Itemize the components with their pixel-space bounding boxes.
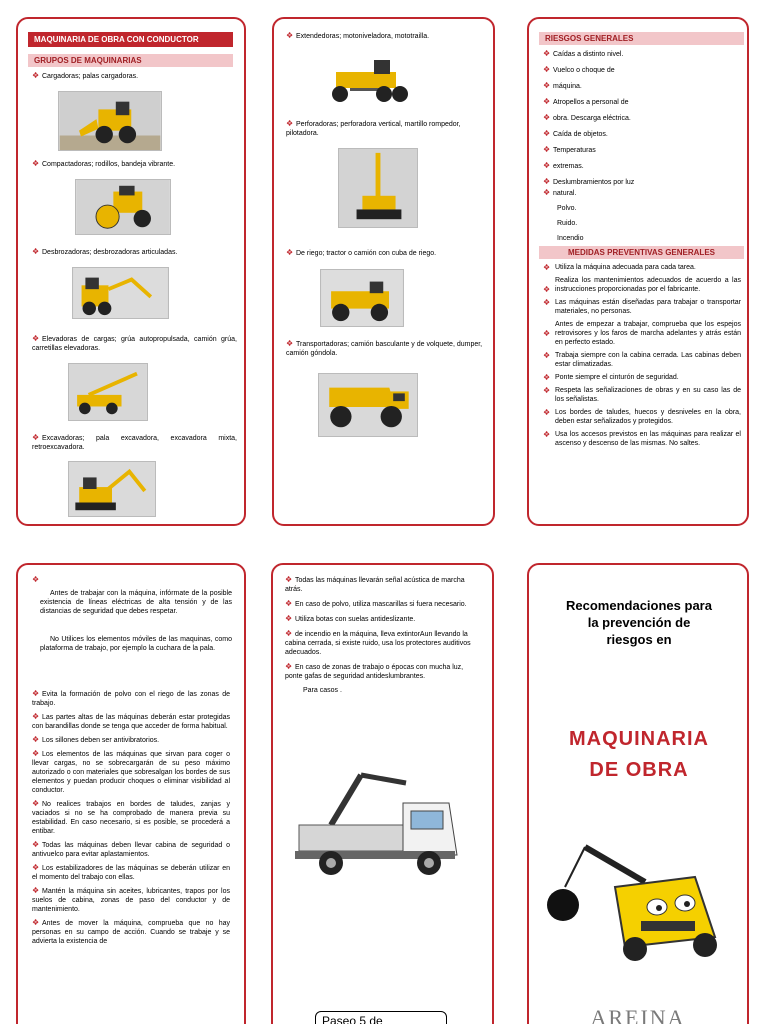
- risk-item-plain: Incendio: [557, 235, 584, 242]
- bullet-icon: ❖: [32, 735, 40, 744]
- risk-item: ❖ extremas.: [543, 161, 584, 170]
- bullet-icon: ❖: [32, 918, 40, 927]
- loader-photo: [58, 91, 162, 151]
- bullet-icon: ❖: [286, 119, 294, 128]
- compactor-photo: [75, 179, 171, 235]
- watering-machine-photo: [320, 269, 404, 327]
- bullet-icon: ❖: [543, 113, 551, 122]
- bullet-icon: ❖: [32, 159, 40, 168]
- list-item: ❖ Las partes altas de las máquinas deberán estar protegidas con barandillas donde se tenga que acceder de forma habitual.: [32, 712, 230, 730]
- bullet-icon: ❖: [543, 81, 551, 90]
- bullet-icon: ❖: [32, 799, 40, 808]
- list-item: ❖ Utiliza botas con suelas antideslizante.: [285, 614, 416, 623]
- list-item: ❖ Todas las máquinas deben llevar cabina de seguridad o antivuelco para evitar aplastamientos.: [32, 840, 230, 858]
- risk-item: ❖ Atropellos a personal de: [543, 97, 629, 106]
- measure-item: ❖ Utiliza la máquina adecuada para cada tarea.: [543, 263, 696, 272]
- risk-item: ❖ máquina.: [543, 81, 582, 90]
- bullet-icon: ❖: [543, 285, 551, 294]
- bullet-icon: ❖: [543, 263, 551, 272]
- grader-photo: [322, 52, 414, 108]
- risks-header: RIESGOS GENERALES: [539, 32, 744, 45]
- bullet-icon: ❖: [32, 334, 40, 343]
- risk-item-plain: Polvo.: [557, 205, 577, 212]
- bullet-icon: ❖: [285, 575, 293, 584]
- crane-truck-illustration: [291, 755, 461, 885]
- logo: AREINA: [590, 1005, 686, 1024]
- bullet-icon: ❖: [32, 247, 40, 256]
- panel-general-risks: [527, 17, 749, 526]
- bullet-icon: ❖: [543, 65, 551, 74]
- bullet-icon: ❖: [285, 614, 293, 623]
- measures-list: [32, 689, 230, 946]
- list-item: ❖ Perforadoras; perforadora vertical, martillo rompedor, pilotadora.: [286, 119, 461, 137]
- bullet-icon: ❖: [32, 840, 40, 849]
- cover-title: MAQUINARIA DE OBRA: [569, 728, 709, 781]
- list-item: ❖ Mantén la máquina sin aceites, lubricantes, trapos por los suelos de cabina, zonas de paso del conductor y de mantenimiento.: [32, 886, 230, 913]
- para-casos-text: Para casos .: [303, 687, 342, 694]
- measure-item: ❖ Usa los accesos previstos en las máquinas para realizar el ascenso y descenso de las mismas. No saltes.: [543, 430, 741, 447]
- risk-item: ❖ Caídas a distinto nivel.: [543, 49, 624, 58]
- panel-cover: [527, 563, 749, 1024]
- bullet-icon: ❖: [285, 599, 293, 608]
- bullet-icon: ❖: [32, 886, 40, 895]
- address-box: Paseo 5 de: [315, 1011, 447, 1024]
- list-item: ❖ Los estabilizadores de las máquinas se deberán utilizar en el momento del trabajo con ellas.: [32, 863, 230, 881]
- list-item: ❖ Cargadoras; palas cargadoras.: [32, 71, 139, 80]
- list-item: ❖ En caso de polvo, utiliza mascarillas si fuera necesario.: [285, 599, 467, 608]
- bullet-icon: ❖: [543, 129, 551, 138]
- bullet-icon: ❖: [32, 712, 40, 721]
- list-item: ❖ de incendio en la máquina, lleva extintorAun llevando la cabina cerrada, si existe ruido, usa los protectores auditivos adecuados.: [285, 629, 471, 656]
- intro-paragraph-2: No Utilices los elementos móviles de las maquinas, como plataforma de trabajo, por ejemplo la cuchara de la pala.: [40, 636, 232, 652]
- bullet-icon: ❖: [285, 629, 293, 638]
- bullet-icon: ❖: [543, 329, 551, 338]
- measures-header: MEDIDAS PREVENTIVAS GENERALES: [539, 246, 744, 259]
- list-item: ❖ Los elementos de las máquinas que sirvan para coger o llevar cargas, no se sobrecargarán de su peso máximo autorizado o con materiales que sobresalgan los bordes de sus elementos y puedan producir choques o eliminar visibilidad al conductor.: [32, 749, 230, 794]
- risk-item-plain: Ruido.: [557, 220, 578, 227]
- measure-item: ❖ Ponte siempre el cinturón de seguridad.: [543, 373, 679, 382]
- bullet-icon: ❖: [543, 373, 551, 382]
- list-item: ❖ Compactadoras; rodillos, bandeja vibrante.: [32, 159, 176, 168]
- measure-item: ❖ Antes de empezar a trabajar, comprueba que los espejos retrovisores y los faros de marcha adelantes y atrás están en perfecto estado.: [543, 321, 741, 346]
- bullet-icon: ❖: [543, 298, 551, 307]
- list-item: ❖ Extendedoras; motoniveladora, mototrailla.: [286, 31, 430, 40]
- excavator-photo: [68, 461, 156, 517]
- list-item: ❖ Excavadoras; pala excavadora, excavadora mixta, retroexcavadora.: [32, 433, 237, 451]
- risk-item: ❖ Caída de objetos.: [543, 129, 608, 138]
- list-item: ❖ Elevadoras de cargas; grúa autopropulsada, camión grúa, carretillas elevadoras.: [32, 334, 237, 352]
- tow-truck-illustration: [545, 837, 725, 967]
- bullet-icon: ❖: [543, 49, 551, 58]
- list-item: ❖ Todas las máquinas llevarán señal acústica de marcha atrás.: [285, 575, 465, 593]
- list-item: ❖ En caso de zonas de trabajo o épocas con mucha luz, ponte gafas de seguridad antideslumbrantes.: [285, 662, 464, 680]
- bullet-icon: ❖: [543, 188, 551, 197]
- protection-list: [285, 575, 481, 695]
- bullet-icon: ❖: [32, 749, 40, 758]
- bullet-icon: ❖: [543, 408, 551, 417]
- bullet-icon: ❖: [543, 351, 551, 360]
- cover-subtitle: Recomendaciones para la prevención de riesgos en: [566, 598, 712, 647]
- risk-item: ❖ natural.: [543, 188, 577, 197]
- list-item: ❖ No realices trabajos en bordes de taludes, zanjas y vaciados si no se ha comprobado de manera previa su estabilidad. En caso necesario, si es posible, se procederá a entibar.: [32, 799, 230, 835]
- bullet-icon: ❖: [32, 575, 40, 584]
- section-header: MAQUINARIA DE OBRA CON CONDUCTOR: [28, 32, 233, 47]
- measure-item: ❖ Realiza los mantenimientos adecuados de acuerdo a las instrucciones proporcionadas por el fabricante.: [543, 277, 741, 294]
- drill-photo: [338, 148, 418, 228]
- section-subheader: GRUPOS DE MAQUINARIAS: [28, 54, 233, 67]
- bullet-icon: ❖: [286, 31, 294, 40]
- measure-item: ❖ Las máquinas están diseñadas para trabajar o transportar materiales, no personas.: [543, 298, 741, 315]
- risk-item: ❖ Deslumbramientos por luz: [543, 177, 635, 186]
- bullet-icon: ❖: [32, 689, 40, 698]
- bullet-icon: ❖: [543, 430, 551, 439]
- list-item: ❖ Los sillones deben ser antivibratorios.: [32, 735, 160, 744]
- bullet-icon: ❖: [543, 161, 551, 170]
- bullet-icon: ❖: [286, 339, 294, 348]
- intro-paragraph: Antes de trabajar con la máquina, infórmate de la posible existencia de líneas eléctricas de alta tensión y de las distancias de seguridad que debes respetar.: [40, 590, 232, 615]
- measure-item: ❖ Trabaja siempre con la cabina cerrada. Las cabinas deben estar climatizadas.: [543, 351, 741, 368]
- bullet-icon: ❖: [543, 177, 551, 186]
- list-item: ❖ De riego; tractor o camión con cuba de riego.: [286, 248, 437, 257]
- bullet-icon: ❖: [32, 433, 40, 442]
- list-item: ❖ Transportadoras; camión basculante y de volquete, dumper, camión góndola.: [286, 339, 483, 357]
- risk-item: ❖ obra. Descarga eléctrica.: [543, 113, 631, 122]
- bullet-icon: ❖: [543, 386, 551, 395]
- measures-list: [545, 263, 741, 448]
- panel-protection-equipment: [271, 563, 494, 1024]
- measure-item: ❖ Los bordes de taludes, huecos y desniveles en la obra, deben estar señalizados y protegidos.: [543, 408, 741, 425]
- panel-machinery-groups-cont: [272, 17, 495, 526]
- list-item: ❖ Evita la formación de polvo con el riego de las zonas de trabajo.: [32, 689, 230, 707]
- bullet-icon: ❖: [543, 145, 551, 154]
- measure-item: ❖ Respeta las señalizaciones de obras y en su caso las de los señalistas.: [543, 386, 741, 403]
- panel-machinery-groups: [16, 17, 246, 526]
- bullet-icon: ❖: [543, 97, 551, 106]
- dump-truck-photo: [318, 373, 418, 437]
- bullet-icon: ❖: [286, 248, 294, 257]
- clearing-machine-photo: [72, 267, 169, 319]
- risks-list: [543, 49, 743, 243]
- panel-preventive-measures: [16, 563, 246, 1024]
- risk-item: ❖ Vuelco o choque de: [543, 65, 615, 74]
- risk-item: ❖ Temperaturas: [543, 145, 596, 154]
- bullet-icon: ❖: [285, 662, 293, 671]
- bullet-icon: ❖: [32, 863, 40, 872]
- crane-photo: [68, 363, 148, 421]
- bullet-icon: ❖: [32, 71, 40, 80]
- list-item: ❖ Antes de mover la máquina, comprueba que no hay personas en su campo de acción. Cuando se trabaje y se advierta la existencia de: [32, 918, 230, 945]
- list-item: ❖ Desbrozadoras; desbrozadoras articuladas.: [32, 247, 178, 256]
